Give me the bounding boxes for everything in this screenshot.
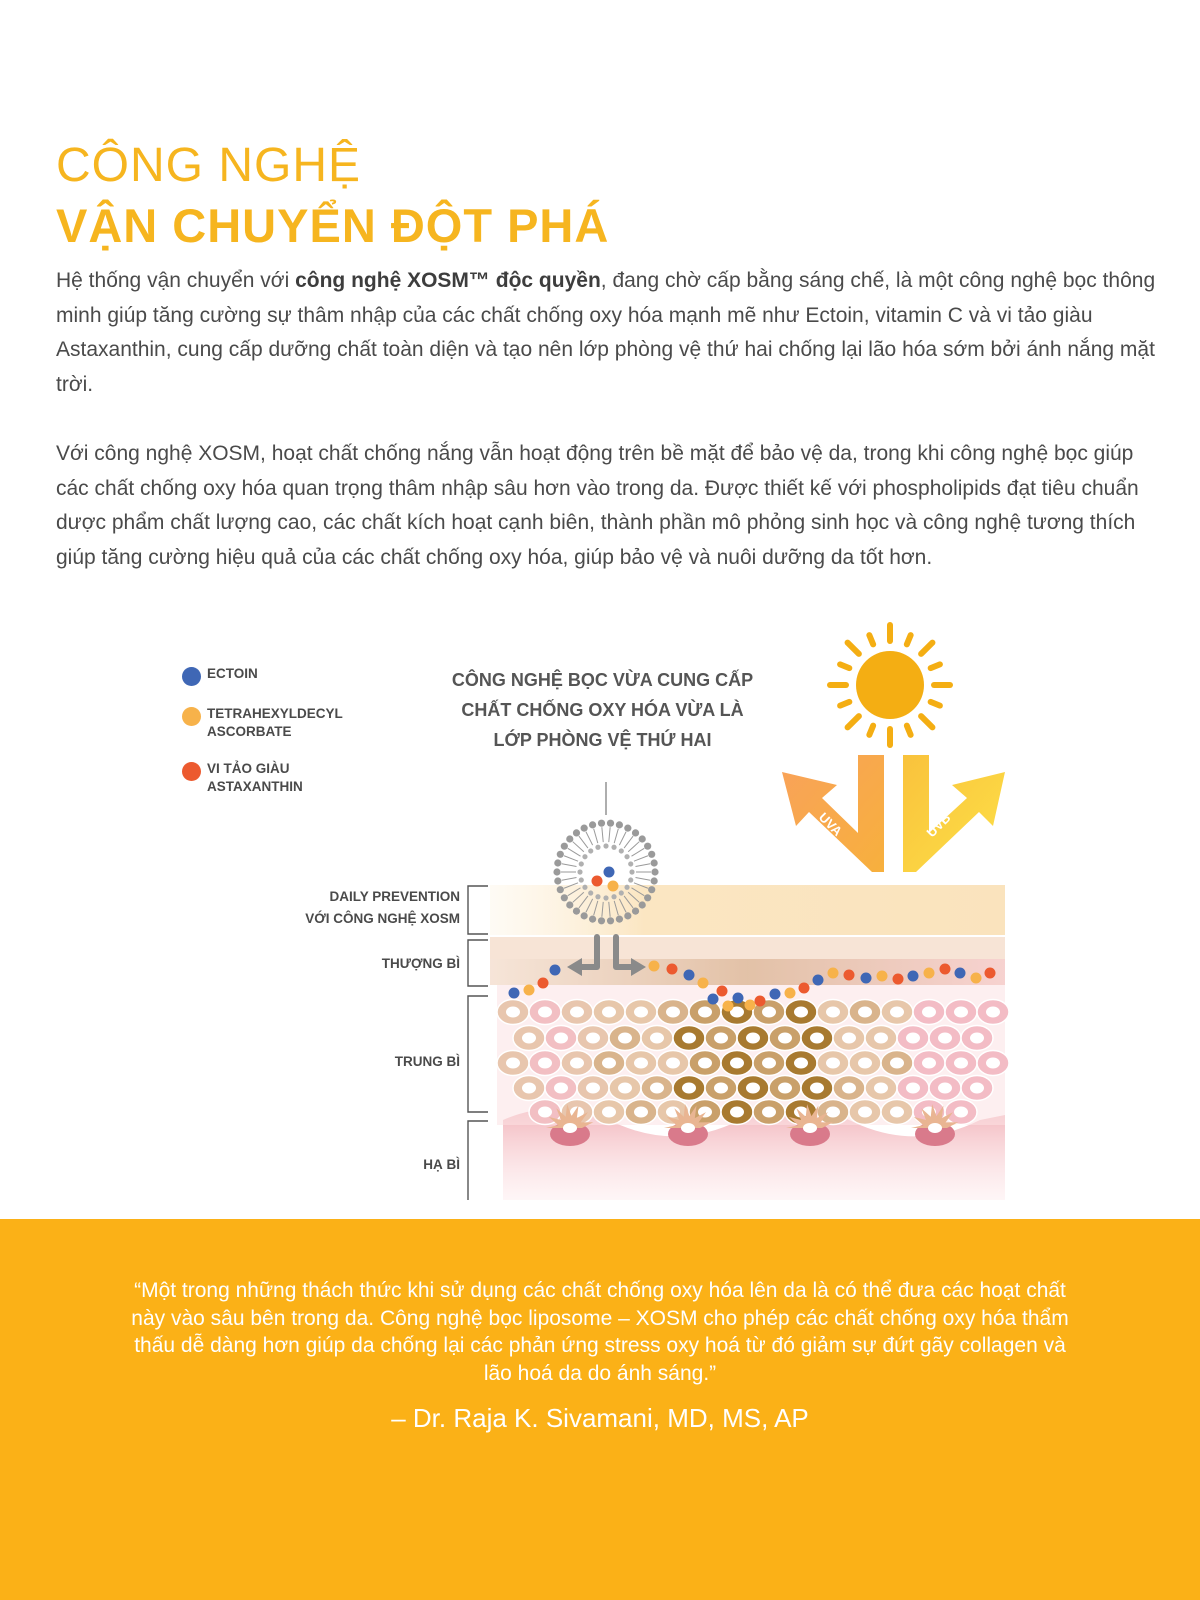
lipid-tail: [562, 878, 577, 881]
cell-nucleus: [602, 1107, 616, 1118]
sun-ray: [840, 664, 849, 668]
cell-nucleus: [890, 1107, 904, 1118]
cell-nucleus: [570, 1058, 584, 1069]
antioxidant-particle: [877, 971, 888, 982]
lipid-tail: [609, 827, 610, 842]
legend-item-astaxanthin: [182, 760, 303, 796]
cell-nucleus: [970, 1083, 984, 1094]
uva-arrow: [782, 755, 884, 872]
diagram-caption: CÔNG NGHỆ BỌC VỪA CUNG CẤP CHẤT CHỐNG OXY HÓA VỪA LÀ LỚP PHÒNG VỆ THỨ HAI: [451, 670, 754, 750]
lipid-head: [616, 916, 623, 923]
lipid-head: [651, 859, 658, 866]
lipid-head: [651, 877, 658, 884]
cell-nucleus: [826, 1007, 840, 1018]
antioxidant-particle: [908, 971, 919, 982]
antioxidant-particle: [828, 968, 839, 979]
cell-nucleus: [906, 1033, 920, 1044]
cell-nucleus: [506, 1058, 520, 1069]
cell-nucleus: [810, 1033, 824, 1044]
lipid-inner: [588, 890, 593, 895]
cell-nucleus: [538, 1107, 552, 1118]
antioxidant-particle: [924, 968, 935, 979]
lipid-head: [624, 912, 631, 919]
cell-nucleus: [938, 1033, 952, 1044]
layer-brackets: [468, 886, 488, 1200]
heading-line-2: VẬN CHUYỂN ĐỘT PHÁ: [56, 199, 610, 252]
legend-label: TETRAHEXYLDECYL ASCORBATE: [207, 706, 343, 739]
cell-nucleus: [570, 1007, 584, 1018]
sun-ray: [931, 664, 940, 668]
cell-nucleus: [746, 1083, 760, 1094]
intro-p1-end: , đang chờ cấp bằng sáng chế, là một công nghệ bọc thông minh giúp tăng cường sự thâm nhập của các chất chống oxy hóa mạnh mẽ như Ectoin, vitamin C và vi tảo giàu Astaxanthin, cung cấp dưỡng chất toàn diện và tạo nên lớp phòng vệ thứ hai chống lại lão hóa sớm bởi ánh nắng mặt trời.: [56, 269, 1156, 396]
label-dermis: TRUNG BÌ: [394, 1054, 460, 1069]
sun-ray: [869, 726, 873, 735]
antioxidant-particle: [524, 985, 535, 996]
cell-nucleus: [810, 1083, 824, 1094]
lipid-head: [632, 908, 639, 915]
antioxidant-particle: [813, 975, 824, 986]
top-epidermis-layer: [490, 937, 1005, 959]
lipid-tail: [573, 842, 584, 852]
lipid-inner: [629, 869, 634, 874]
lipid-head: [598, 820, 605, 827]
lipid-head: [561, 843, 568, 850]
antioxidant-particle: [755, 996, 766, 1007]
cell-nucleus: [634, 1107, 648, 1118]
lipid-tail: [632, 848, 645, 856]
lipid-tail: [619, 832, 626, 845]
cell-nucleus: [554, 1033, 568, 1044]
lipid-inner: [603, 843, 608, 848]
sun-ray: [921, 643, 932, 654]
cell-nucleus: [858, 1058, 872, 1069]
lipid-tail: [602, 827, 603, 842]
cell-nucleus: [762, 1007, 776, 1018]
cell-nucleus: [650, 1083, 664, 1094]
lipid-head: [616, 821, 623, 828]
sun-ray: [840, 702, 849, 706]
cell-nucleus: [554, 1083, 568, 1094]
antioxidant-particle: [893, 974, 904, 985]
star-cell-nucleus: [928, 1123, 942, 1133]
lipid-head: [554, 877, 561, 884]
antioxidant-particle: [985, 968, 996, 979]
cell-nucleus: [954, 1058, 968, 1069]
antioxidant-particle: [698, 978, 709, 989]
legend-item-ectoin: [182, 665, 258, 686]
legend-item-ascorbate: [182, 705, 343, 741]
lipid-tail: [635, 864, 650, 867]
uva-label: UVA: [815, 809, 846, 839]
lipid-head: [557, 886, 564, 893]
lipid-head: [573, 829, 580, 836]
lipid-head: [554, 859, 561, 866]
cell-nucleus: [586, 1033, 600, 1044]
lipid-inner: [595, 845, 600, 850]
sun-ray: [907, 635, 911, 644]
lipid-head: [644, 894, 651, 901]
lipid-inner: [582, 885, 587, 890]
lipid-head: [598, 917, 605, 924]
cell-nucleus: [714, 1083, 728, 1094]
sun-icon: [830, 625, 950, 745]
cell-nucleus: [522, 1083, 536, 1094]
cell-nucleus: [682, 1083, 696, 1094]
particle-ectoin: [604, 867, 615, 878]
lipid-head: [607, 820, 614, 827]
cell-nucleus: [970, 1033, 984, 1044]
lipid-tail: [628, 842, 639, 852]
layer-labels: [200, 860, 460, 1200]
lipid-head: [561, 894, 568, 901]
cell-nucleus: [858, 1007, 872, 1018]
lipid-inner: [588, 848, 593, 853]
cell-nucleus: [618, 1033, 632, 1044]
lipid-head: [639, 835, 646, 842]
cell-nucleus: [634, 1058, 648, 1069]
lipid-head: [581, 825, 588, 832]
cell-nucleus: [922, 1007, 936, 1018]
cell-nucleus: [986, 1007, 1000, 1018]
sun-ray: [921, 716, 932, 727]
lipid-head: [607, 917, 614, 924]
cell-nucleus: [762, 1107, 776, 1118]
legend-label: ECTOIN: [207, 666, 258, 681]
antioxidant-particle: [538, 978, 549, 989]
cell-nucleus: [874, 1083, 888, 1094]
lipid-tail: [594, 829, 598, 843]
lipid-tail: [579, 836, 588, 848]
antioxidant-particle: [770, 989, 781, 1000]
heading-line-1: CÔNG NGHỆ: [56, 139, 362, 192]
legend-label: VI TẢO GIÀU ASTAXANTHIN: [207, 761, 303, 794]
cell-nucleus: [874, 1033, 888, 1044]
intro-paragraph-2: Với công nghệ XOSM, hoạt chất chống nắng vẫn hoạt động trên bề mặt để bảo vệ da, trong khi công nghệ bọc giúp các chất chống oxy hóa quan trọng thâm nhập sâu hơn vào trong da. Được thiết kế với phospholipids đạt tiêu chuẩn dược phẩm chất lượng cao, các chất kích hoạt cạnh biên, thành phần mô phỏng sinh học và công nghệ tương thích giúp tăng cường hiệu quả của các chất chống oxy hóa, giúp bảo vệ và nuôi dưỡng da tốt hơn.: [56, 442, 1139, 569]
lipid-head: [557, 851, 564, 858]
intro-p1-start: Hệ thống vận chuyển với: [56, 269, 296, 292]
cell-nucleus: [746, 1033, 760, 1044]
lipid-head: [644, 843, 651, 850]
star-cell-nucleus: [681, 1123, 695, 1133]
lipid-head: [632, 829, 639, 836]
lipid-head: [589, 916, 596, 923]
cell-nucleus: [522, 1033, 536, 1044]
intro-p1-bold: công nghệ XOSM™ độc quyền: [295, 269, 601, 292]
cell-nucleus: [906, 1083, 920, 1094]
antioxidant-particle: [649, 961, 660, 972]
lipid-head: [648, 851, 655, 858]
cell-nucleus: [650, 1033, 664, 1044]
lipid-inner: [579, 861, 584, 866]
lipid-inner: [603, 895, 608, 900]
cell-nucleus: [538, 1007, 552, 1018]
cell-nucleus: [890, 1007, 904, 1018]
antioxidant-particle: [550, 965, 561, 976]
cell-nucleus: [714, 1033, 728, 1044]
lipid-head: [651, 868, 658, 875]
cell-nucleus: [698, 1058, 712, 1069]
lipid-inner: [577, 869, 582, 874]
label-hypodermis: HẠ BÌ: [423, 1157, 460, 1172]
sun-ray: [907, 726, 911, 735]
lipid-inner: [624, 854, 629, 859]
legend-dot-icon: [182, 667, 201, 686]
cell-nucleus: [938, 1083, 952, 1094]
antioxidant-particle: [940, 964, 951, 975]
legend-dot-icon: [182, 762, 201, 781]
cell-nucleus: [842, 1033, 856, 1044]
antioxidant-particle: [684, 970, 695, 981]
lipid-inner: [595, 894, 600, 899]
cell-nucleus: [794, 1058, 808, 1069]
antioxidant-particle: [785, 988, 796, 999]
sun-ray: [869, 635, 873, 644]
cell-nucleus: [858, 1107, 872, 1118]
lipid-inner: [628, 877, 633, 882]
sun-ray: [848, 643, 859, 654]
cell-nucleus: [730, 1058, 744, 1069]
cell-nucleus: [762, 1058, 776, 1069]
cell-nucleus: [666, 1007, 680, 1018]
cell-nucleus: [538, 1058, 552, 1069]
antioxidant-particle: [733, 993, 744, 1004]
cell-nucleus: [842, 1083, 856, 1094]
lipid-inner: [579, 877, 584, 882]
lipid-tail: [634, 856, 648, 861]
cell-nucleus: [730, 1107, 744, 1118]
lipid-inner: [611, 845, 616, 850]
star-cell-nucleus: [803, 1123, 817, 1133]
cell-nucleus: [890, 1058, 904, 1069]
lipid-head: [624, 825, 631, 832]
daily-prevention-layer: [490, 885, 1005, 935]
lipid-head: [566, 835, 573, 842]
lipid-inner: [582, 854, 587, 859]
lipid-inner: [628, 861, 633, 866]
lipid-tail: [562, 864, 577, 867]
lipid-inner: [624, 885, 629, 890]
cell-nucleus: [954, 1107, 968, 1118]
cell-nucleus: [778, 1033, 792, 1044]
lipid-inner: [619, 890, 624, 895]
cell-nucleus: [922, 1058, 936, 1069]
quote-author: – Dr. Raja K. Sivamani, MD, MS, AP: [391, 1403, 809, 1433]
antioxidant-particle: [844, 970, 855, 981]
cell-nucleus: [778, 1083, 792, 1094]
cell-nucleus: [698, 1007, 712, 1018]
lipid-tail: [614, 829, 618, 843]
antioxidant-particle: [799, 983, 810, 994]
legend-dot-icon: [182, 707, 201, 726]
cell-nucleus: [954, 1007, 968, 1018]
cell-nucleus: [682, 1033, 696, 1044]
uvb-label: UVB: [923, 810, 954, 841]
cell-nucleus: [986, 1058, 1000, 1069]
antioxidant-particle: [509, 988, 520, 999]
antioxidant-particle: [971, 973, 982, 984]
label-daily-prevention: DAILY PREVENTION VỚI CÔNG NGHỆ XOSM: [305, 889, 460, 926]
lipid-head: [589, 821, 596, 828]
cell-nucleus: [794, 1007, 808, 1018]
antioxidant-particle: [745, 1000, 756, 1011]
antioxidant-particle: [955, 968, 966, 979]
cell-nucleus: [506, 1007, 520, 1018]
intro-paragraph-1: [56, 264, 1156, 402]
cell-nucleus: [618, 1083, 632, 1094]
sun-ray: [931, 702, 940, 706]
star-cell-nucleus: [563, 1123, 577, 1133]
lipid-head: [573, 908, 580, 915]
lipid-head: [566, 901, 573, 908]
cell-nucleus: [826, 1058, 840, 1069]
lipid-tail: [568, 848, 581, 856]
lipid-head: [553, 868, 560, 875]
cell-nucleus: [602, 1007, 616, 1018]
cell-nucleus: [666, 1058, 680, 1069]
particle-astaxanthin: [592, 876, 603, 887]
lipid-tail: [564, 856, 578, 861]
sun-ray: [848, 716, 859, 727]
antioxidant-particle: [708, 994, 719, 1005]
cell-nucleus: [826, 1107, 840, 1118]
lipid-inner: [619, 848, 624, 853]
lipid-tail: [624, 836, 633, 848]
lipid-inner: [611, 894, 616, 899]
lipid-tail: [635, 878, 650, 881]
particle-ascorbate: [608, 881, 619, 892]
lipid-head: [639, 901, 646, 908]
lipid-head: [648, 886, 655, 893]
lipid-tail: [586, 832, 593, 845]
antioxidant-particle: [723, 1001, 734, 1012]
uvb-arrow: [903, 755, 1005, 872]
cell-nucleus: [602, 1058, 616, 1069]
cell-nucleus: [634, 1007, 648, 1018]
antioxidant-particle: [667, 964, 678, 975]
label-epidermis: THƯỢNG BÌ: [381, 956, 460, 971]
antioxidant-particle: [861, 973, 872, 984]
quote-text: “Một trong những thách thức khi sử dụng các chất chống oxy hóa lên da là có thể đưa các hoạt chất này vào sâu bên trong da. Công nghệ bọc liposome – XOSM cho phép các chất chống oxy hóa thẩm thấu dễ dàng hơn giúp da chống lại các phản ứng stress oxy hoá từ đó giảm sự đứt gãy collagen và lão hoá da do ánh sáng.”: [131, 1279, 1069, 1385]
cell-nucleus: [586, 1083, 600, 1094]
antioxidant-particle: [717, 986, 728, 997]
lipid-head: [581, 912, 588, 919]
